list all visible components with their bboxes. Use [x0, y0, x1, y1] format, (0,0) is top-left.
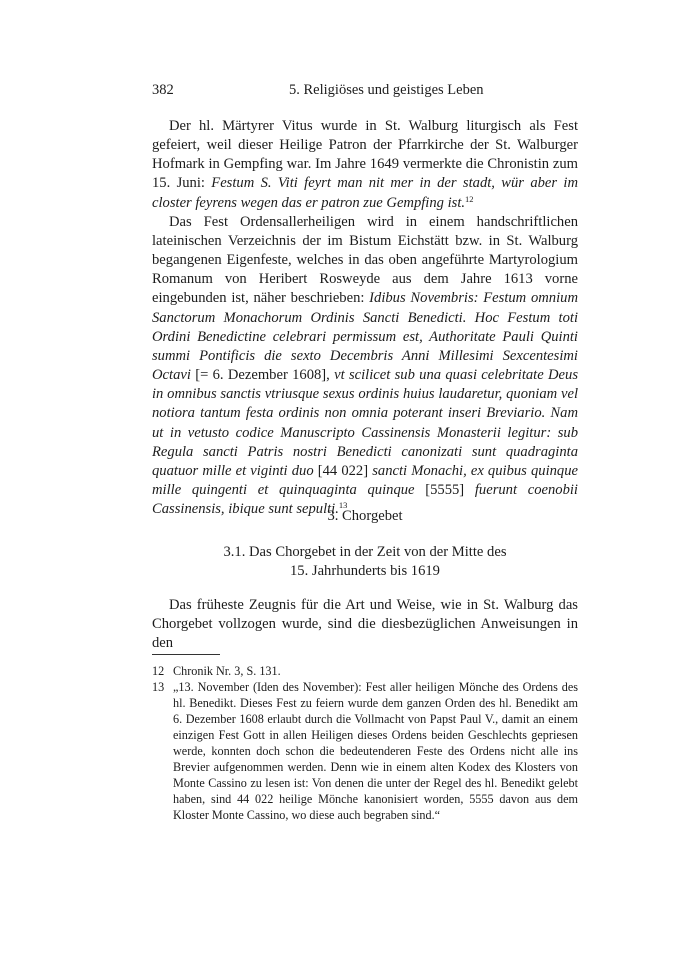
footnote-number: 13: [152, 680, 165, 694]
subsection-heading-line1: 3.1. Das Chorgebet in der Zeit von der Mitte des: [223, 544, 507, 560]
footnote-12: [152, 663, 578, 679]
footnote-13: [152, 679, 578, 823]
number-gloss: [5555]: [414, 481, 475, 498]
latin-quote: Idibus Novembris: Festum omnium Sanctorum Monachorum Ordinis Sancti Benedicti. Hoc Festum toti Ordini Benedictine celebrari permissum est, Authoritate Pauli Quinti summi Pontificis die sexto Decembris Anni Millesimi Sexcentesimi Octavi: [152, 290, 578, 384]
footnote-ref-13[interactable]: 13: [338, 500, 348, 511]
main-text: [152, 117, 578, 519]
subsection-heading-line2: 15. Jahrhunderts bis 1619: [290, 563, 440, 579]
date-gloss: [= 6. Dezember 1608],: [190, 367, 335, 384]
footnote-divider: [152, 654, 220, 655]
paragraph-chorgebet: Das früheste Zeugnis für die Art und Weise, wie in St. Walburg das Chorgebet vollzogen wurde, sind die diesbezüglichen Anweisungen in den: [152, 597, 578, 652]
paragraph-text: Der hl. Märtyrer Vitus wurde in St. Walburg liturgisch als Fest gefeiert, weil dieser Heilige Patron der Pfarrkirche der St. Walburger Hofmark in Gempfing war. Im Jahre 1649 vermerkte die Chronistin zum 15. Juni:: [152, 118, 578, 192]
latin-quote: vt scilicet sub una quasi celebritate Deus in omnibus sanctis vtriusque sexus ordinis huius laudaretur, quoniam vel notiora tantum festa ordinis non omnia poterant inseri Breviario. Nam ut in vetusto codice Manuscripto Cassinensis Monasterii legitur: sub Regula sancti Patris nostri Benedicti canonizati sunt quadraginta quatuor mille et viginti duo: [152, 367, 578, 479]
latin-quote: fuerunt coenobii Cassinensis, ibique sunt sepulti.: [152, 481, 578, 518]
running-title: 5. Religiöses und geistiges Leben: [289, 82, 484, 98]
paragraph-ordensallerheiligen: [152, 213, 578, 520]
main-text-continued: [152, 596, 578, 653]
footnotes: [152, 663, 578, 823]
running-header: [152, 82, 578, 102]
subsection-heading: [152, 543, 578, 581]
latin-quote: sancti Monachi, ex quibus quinque mille quingenti et quinquaginta quinque: [152, 462, 578, 498]
footnote-text: Chronik Nr. 3, S. 131.: [173, 664, 281, 678]
number-gloss: [44 022]: [313, 462, 373, 479]
footnote-number: 12: [152, 664, 165, 678]
paragraph-vitus: [152, 117, 578, 213]
paragraph-text: Das Fest Ordensallerheiligen wird in einem handschriftlichen lateinischen Verzeichnis der im Bistum Eichstätt bzw. in St. Walburg begangenen Eigenfeste, welches in das oben angeführte Martyrologium Romanum von Heribert Rosweyde aus dem Jahre 1613 vorne eingebunden ist, näher beschrieben:: [152, 213, 578, 307]
page-number: 382: [152, 82, 174, 98]
footnote-text: „13. November (Iden des November): Fest aller heiligen Mönche des Ordens des hl. Benedikt. Dieses Fest zu feiern wurde dem ganzen Orden des hl. Benedikt am 6. Dezember 1608 erlaubt durch die Vollmacht von Papst Paul V., damit an einem einzigen Fest Gott in allen Heiligen dieses Ordens beiden Geschlechts gepriesen werde, konnten doch schon die bedeutenderen Feste des Ordens nicht alle ins Brevier aufgenommen werden. Denn wie in einem alten Kodex des Klosters von Monte Cassino zu lesen ist: Von denen die unter der Regel des hl. Benedikt gelebt haben, sind 44 022 heilige Mönche kanonisiert worden, 5555 davon aus dem Kloster Monte Cassino, wo diese auch begraben sind.“: [173, 680, 578, 822]
latin-quote: Festum S. Viti feyrt man nit mer in der stadt, wür aber im closter feyrens wegen das er patron zue Gempfing ist.: [152, 175, 578, 211]
section-heading: 3. Chorgebet: [327, 508, 403, 524]
footnote-ref-12[interactable]: 12: [465, 193, 474, 204]
